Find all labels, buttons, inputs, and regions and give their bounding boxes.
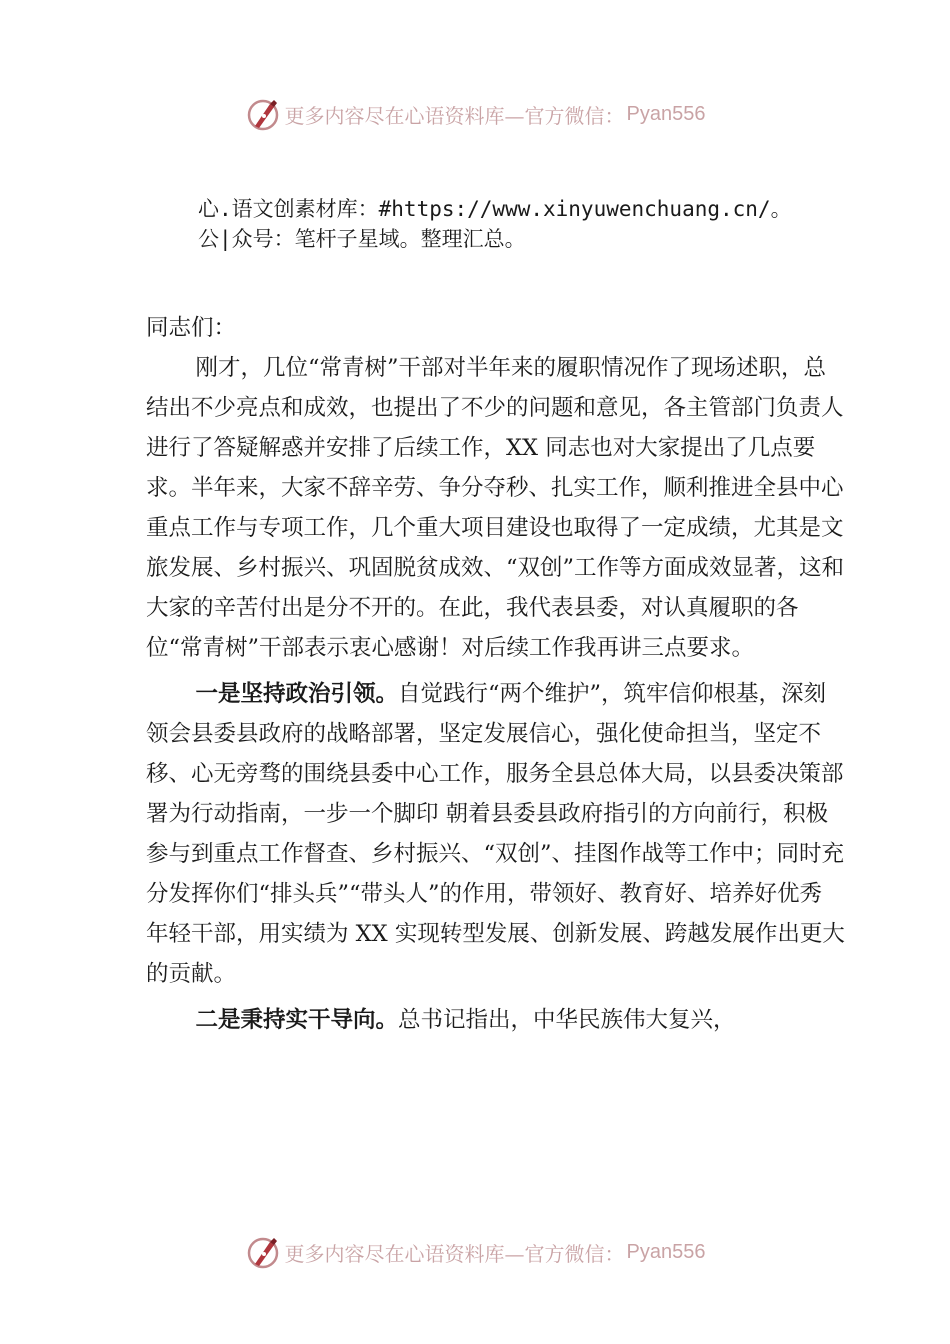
point-one-text: 自觉践行“两个维护”，筑牢信仰根基，深刻领会县委县政府的战略部署，坚定发展信心，强化使命担当，坚定不移、心无旁骛的围绕县委中心工作，服务全县总体大局，以县委决策部署为行动指南，一步一个脚印 朝着县委县政府指引的方向前行，积极参与到重点工作督查、乡村振兴、“双创”、挂图作战等工作中；同时充分发挥你们“排头兵”“带头人”的作用，带领好、教育好、培养好优秀 年轻干部，用实绩为 XX 实现转型发展、创新发展、跨越发展作出更大的贡献。 [146, 681, 845, 987]
point-one-paragraph [146, 674, 846, 994]
banner-text: 更多内容尽在心语资料库—官方微信： [284, 1241, 625, 1266]
banner-text: 更多内容尽在心语资料库—官方微信： [284, 103, 625, 128]
source-line-website: 心.语文创素材库：#https://www.xinyuwenchuang.cn/。 [198, 197, 792, 221]
banner-wechat-id: Pyan556 [626, 1240, 706, 1263]
source-line-account: 公|众号：笔杆子星域。整理汇总。 [198, 227, 526, 251]
point-one-heading: 一是坚持政治引领。 [195, 681, 399, 707]
pen-nib-logo-icon [245, 96, 281, 132]
document-body [146, 308, 846, 1046]
footer-banner [0, 1232, 950, 1272]
banner-wechat-id: Pyan556 [626, 102, 706, 125]
intro-paragraph: 刚才，几位“常青树”干部对半年来的履职情况作了现场述职，总结出不少亮点和成效，也提出了不少的问题和意见，各主管部门负责人进行了答疑解惑并安排了后续工作，XX 同志也对大家提出了几点要求。半年来，大家不辞辛劳、争分夺秒、扎实工作，顺利推进全县中心重点工作与专项工作，几个重大项目建设也取得了一定成绩，尤其是文旅发展、乡村振兴、巩固脱贫成效、“双创”工作等方面成效显著，这和大家的辛苦付出是分不开的。在此，我代表县委，对认真履职的各位“常青树”干部表示衷心感谢！对后续工作我再讲三点要求。 [146, 355, 845, 661]
greeting: 同志们： [146, 315, 237, 341]
point-two-heading: 二是秉持实干导向。 [195, 1007, 399, 1033]
pen-nib-logo-icon [245, 1234, 281, 1270]
source-note [198, 194, 898, 254]
point-two-paragraph [146, 1000, 846, 1040]
header-banner [0, 94, 950, 134]
point-two-text: 总书记指出，中华民族伟大复兴， [398, 1007, 736, 1033]
